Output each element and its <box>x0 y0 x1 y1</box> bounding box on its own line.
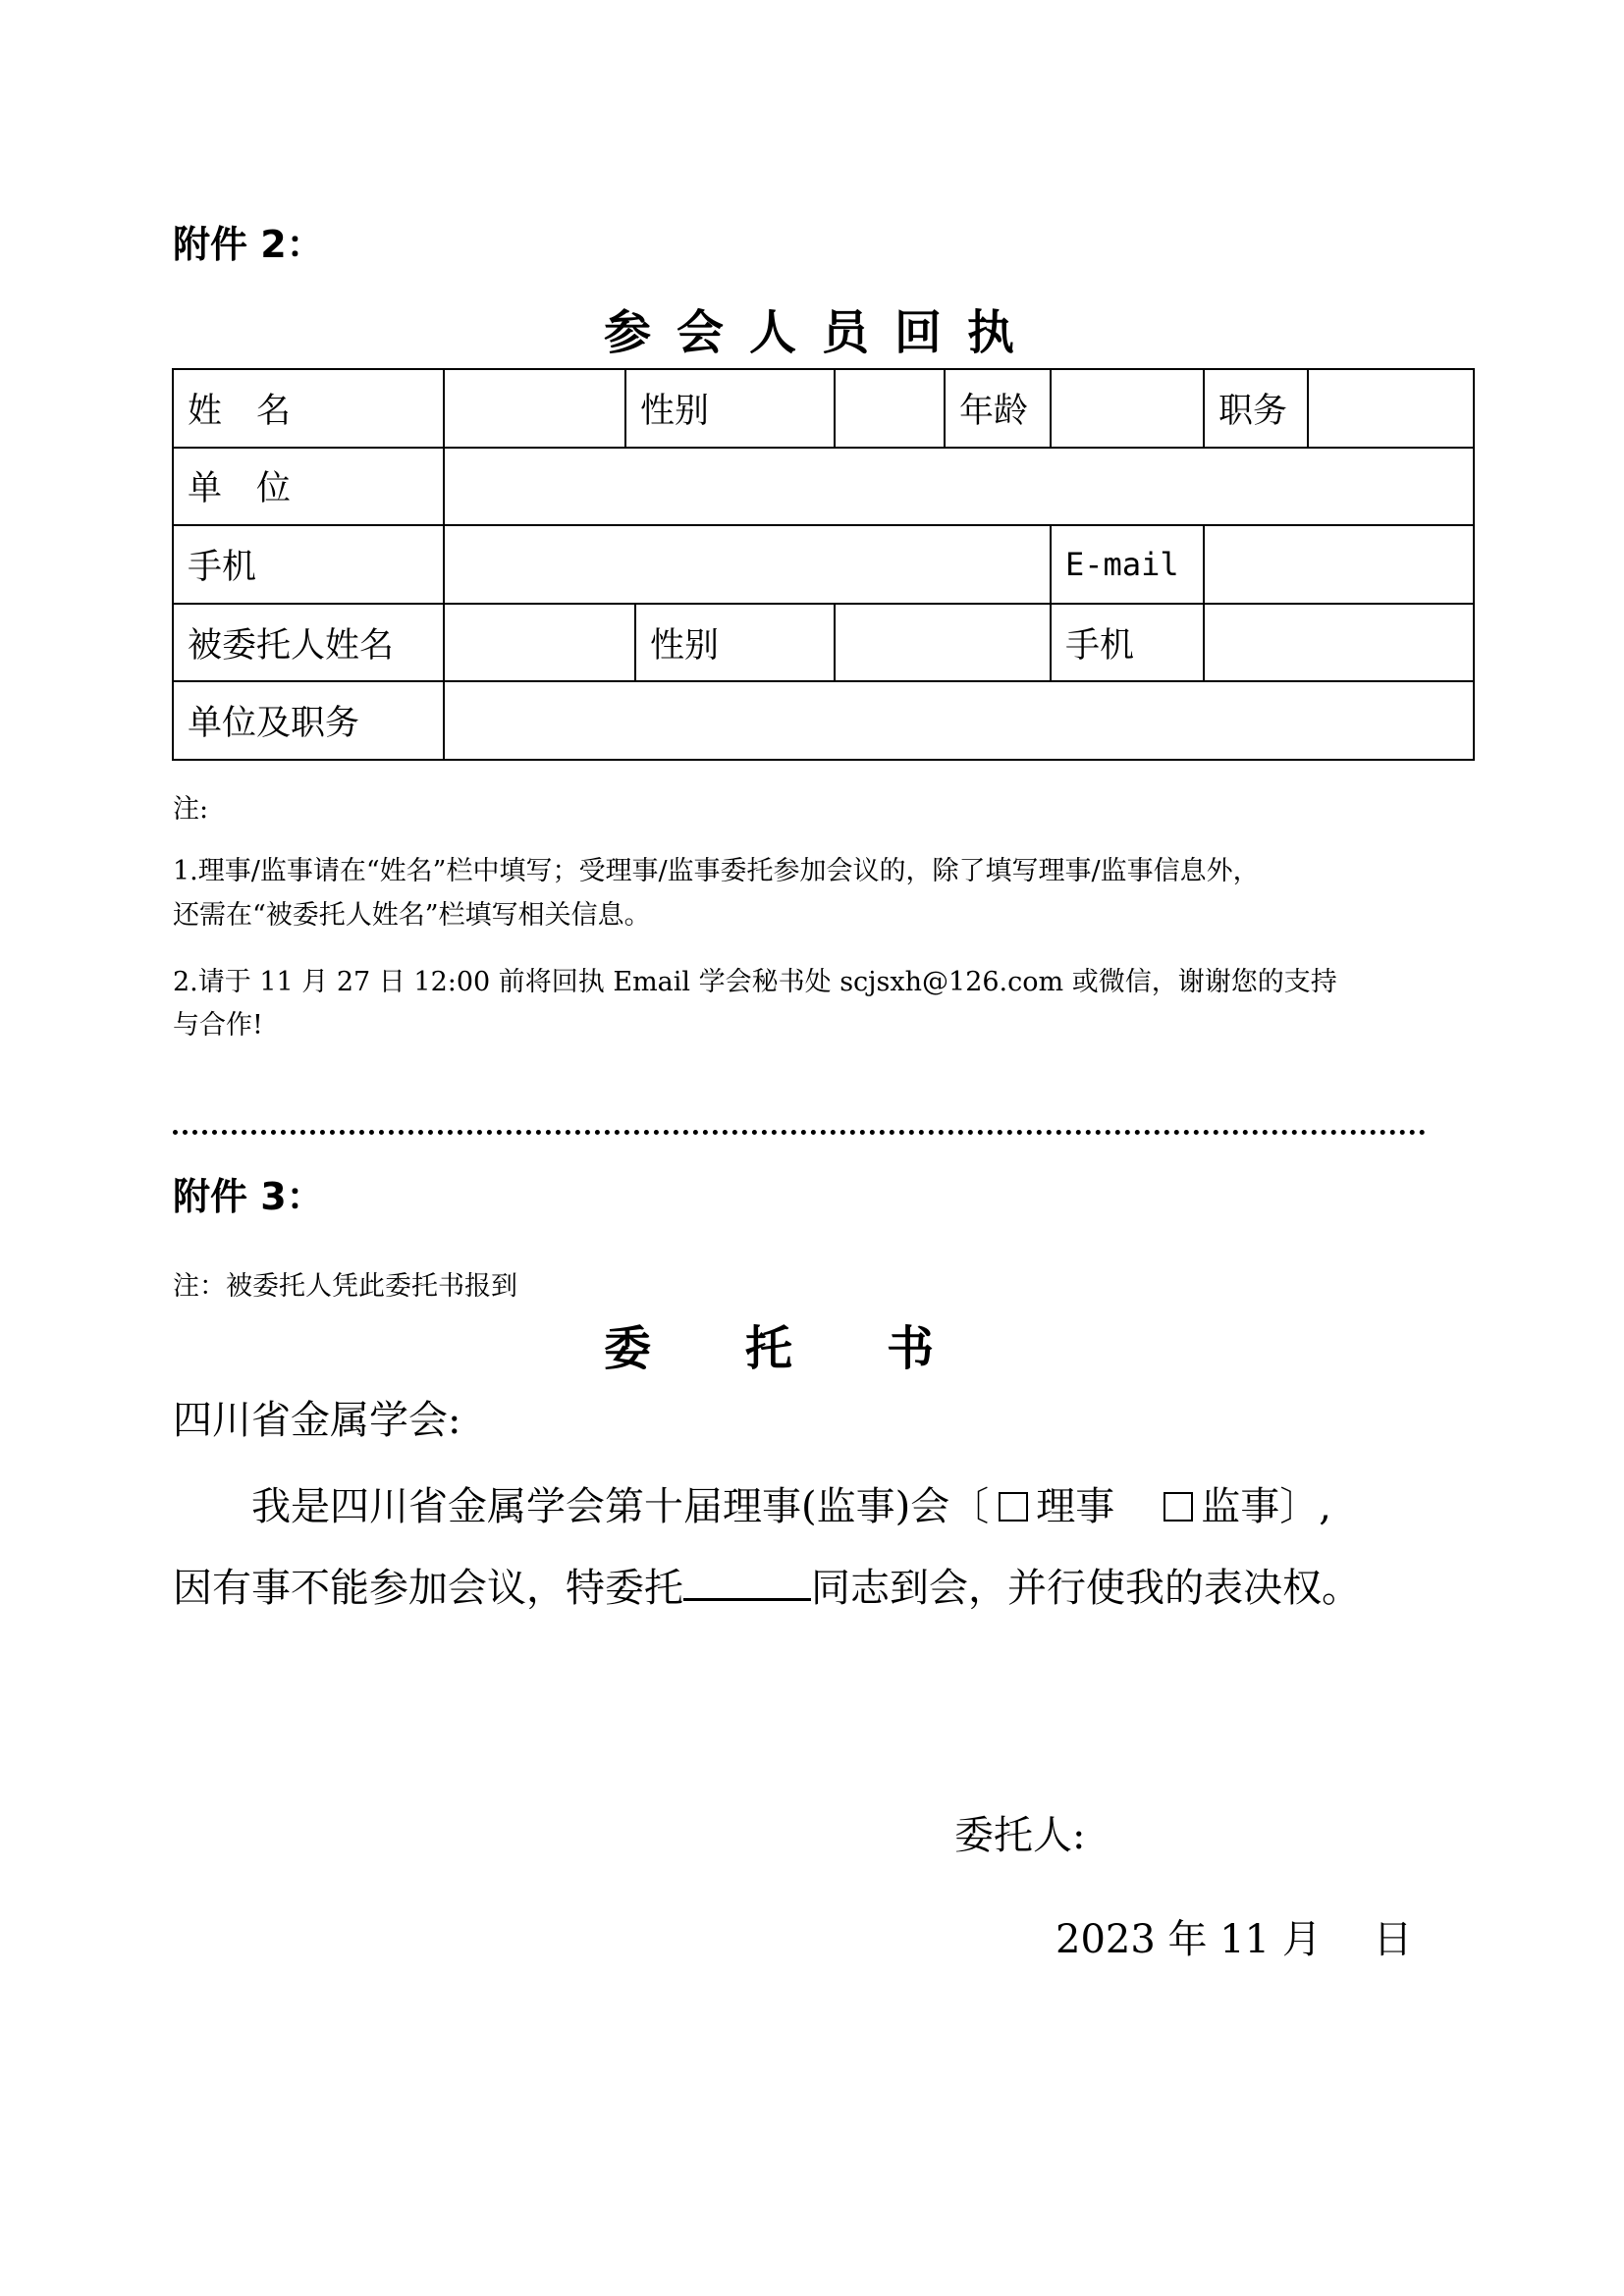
label-delegate-name: 被委托人姓名 <box>173 604 444 682</box>
checkbox-supervisor[interactable] <box>1164 1492 1193 1522</box>
label-unit-position: 单位及职务 <box>173 681 444 760</box>
field-delegate-mobile[interactable] <box>1204 604 1474 682</box>
date: 2023 年 11 月 日 <box>1056 1917 1413 1962</box>
field-mobile[interactable] <box>444 525 1051 604</box>
receipt-table <box>172 368 1475 761</box>
label-name: 姓 名 <box>173 369 444 448</box>
delegate-name-blank[interactable] <box>683 1565 811 1601</box>
paragraph-line-1 <box>251 1475 1331 1531</box>
label-gender: 性别 <box>625 369 835 448</box>
label-age: 年龄 <box>945 369 1051 448</box>
field-unit[interactable] <box>444 448 1474 526</box>
attachment-3-note: 注：被委托人凭此委托书报到 <box>173 1271 517 1302</box>
paragraph-line-1-start: 我是四川省金属学会第十届理事(监事)会〔 <box>251 1484 990 1529</box>
receipt-title: 参会人员回执 <box>604 305 1041 360</box>
note-2-line-1: 2.请于 11 月 27 日 12:00 前将回执 Email 学会秘书处 scjsxh@126.com 或微信，谢谢您的支持 <box>173 967 1337 997</box>
note-1-line-2: 还需在“被委托人姓名”栏填写相关信息。 <box>173 900 651 931</box>
field-delegate-name[interactable] <box>444 604 635 682</box>
paragraph-line-1-end: 〕, <box>1279 1484 1331 1529</box>
option-supervisor-label: 监事 <box>1201 1484 1280 1529</box>
option-director-label: 理事 <box>1036 1484 1115 1529</box>
field-email[interactable] <box>1204 525 1474 604</box>
field-age[interactable] <box>1051 369 1204 448</box>
label-mobile: 手机 <box>173 525 444 604</box>
table-row <box>173 448 1474 526</box>
checkbox-director[interactable] <box>999 1492 1028 1522</box>
attachment-3-heading: 附件 3： <box>173 1175 324 1218</box>
table-row <box>173 604 1474 682</box>
paragraph-line-2-start: 因有事不能参加会议，特委托 <box>173 1566 683 1611</box>
note-2-line-2: 与合作! <box>173 1010 263 1041</box>
label-delegate-gender <box>635 604 835 682</box>
label-delegate-mobile: 手机 <box>1051 604 1204 682</box>
field-name[interactable] <box>444 369 625 448</box>
label-unit: 单 位 <box>173 448 444 526</box>
note-1-line-1: 1.理事/监事请在“姓名”栏中填写；受理事/监事委托参加会议的，除了填写理事/监事信息外， <box>173 856 1260 886</box>
table-row <box>173 681 1474 760</box>
label-delegate-gender-text: 性别 <box>650 625 720 666</box>
field-delegate-gender[interactable] <box>835 604 1051 682</box>
table-row <box>173 369 1474 448</box>
addressee: 四川省金属学会: <box>173 1398 461 1443</box>
separator-dotted-line <box>173 1130 1426 1135</box>
paragraph-line-2-end: 同志到会，并行使我的表决权。 <box>811 1566 1361 1611</box>
field-unit-position[interactable] <box>444 681 1474 760</box>
label-position: 职务 <box>1204 369 1308 448</box>
signer-label: 委托人: <box>954 1813 1086 1858</box>
label-email: E-mail <box>1051 525 1204 604</box>
authorization-title: 委 托 书 <box>604 1321 935 1376</box>
field-position[interactable] <box>1308 369 1474 448</box>
paragraph-line-2 <box>173 1557 1361 1613</box>
table-row <box>173 525 1474 604</box>
attachment-2-heading: 附件 2： <box>173 223 324 266</box>
notes-label: 注: <box>173 794 209 825</box>
field-gender[interactable] <box>835 369 945 448</box>
